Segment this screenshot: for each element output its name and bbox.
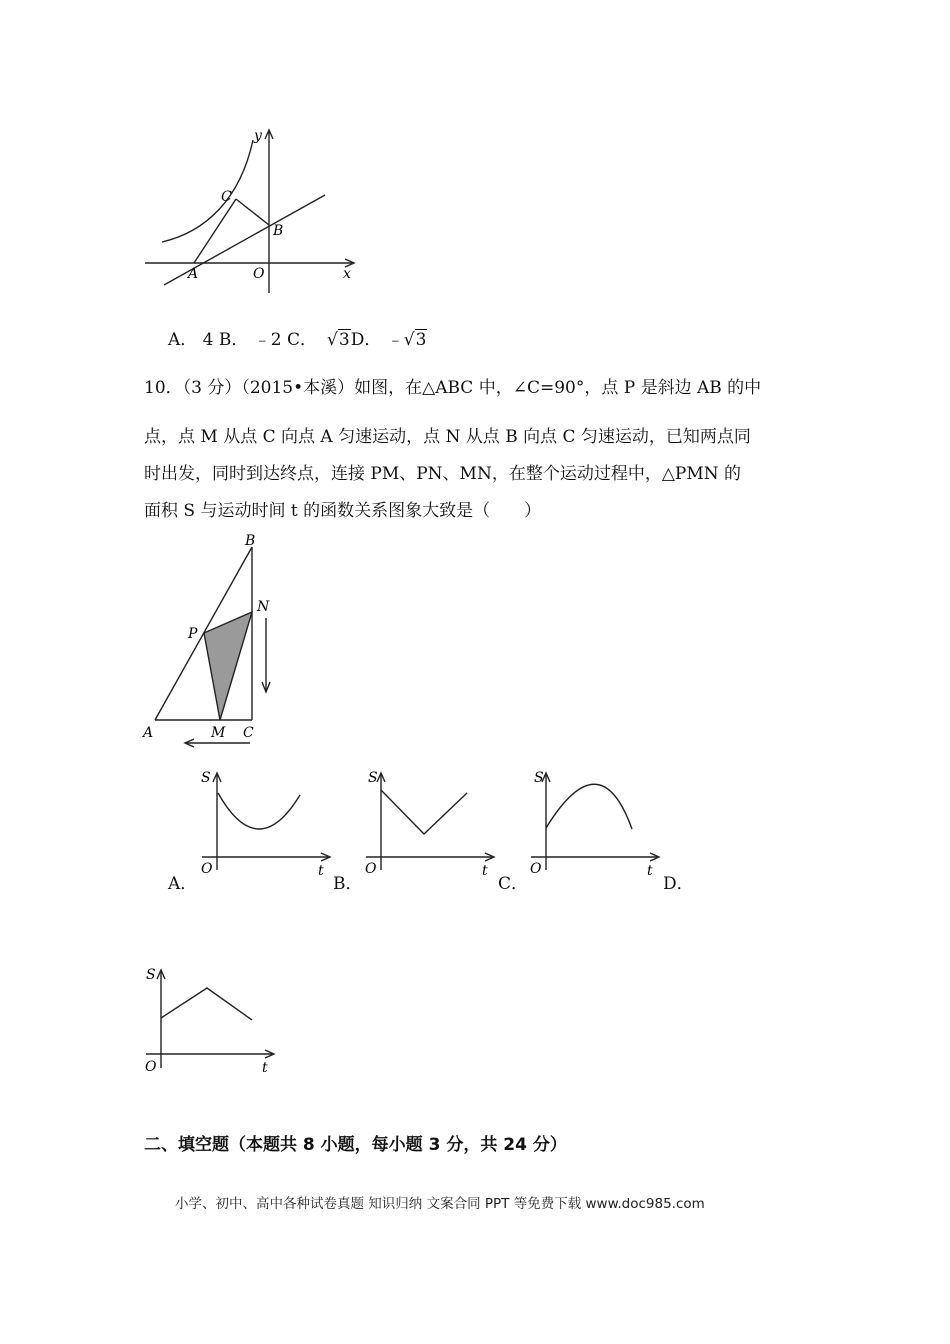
- axis-label-s: S: [201, 770, 211, 786]
- label-x: x: [343, 266, 351, 282]
- option-a-label: A．: [168, 874, 198, 894]
- axis-label-s: S: [146, 967, 156, 983]
- graph-c: [525, 765, 670, 880]
- footer-text: 小学、初中、高中各种试卷真题 知识归纳 文案合同 PPT 等免费下载 www.doc985.com: [175, 1196, 705, 1212]
- label-b: B: [273, 223, 284, 239]
- curve-a: [218, 793, 300, 829]
- label-c: C: [243, 725, 254, 741]
- option-b-label: B．: [333, 874, 363, 894]
- q10-line-4: 面积 S 与运动时间 t 的函数关系图象大致是（ ）: [144, 501, 542, 521]
- label-c: C: [221, 189, 232, 205]
- q9-option-d: D． ﹣: [350, 330, 404, 350]
- sqrt-value-d: 3: [415, 330, 427, 350]
- label-b: B: [245, 533, 256, 549]
- q9-coordinate-figure: [138, 125, 368, 295]
- q10-triangle-figure: [138, 530, 288, 760]
- triangle-pmn: [204, 612, 252, 720]
- curve-b: [381, 790, 467, 834]
- axis-label-t: t: [647, 863, 653, 879]
- axis-label-o: O: [530, 861, 542, 877]
- section-2-title: 二、填空题（本题共 8 小题，每小题 3 分，共 24 分）: [144, 1135, 567, 1155]
- axis-label-o: O: [145, 1059, 157, 1075]
- segment-cb: [236, 199, 269, 225]
- sqrt-value-c: 3: [338, 330, 350, 350]
- curve-c: [546, 784, 632, 829]
- curve-d: [161, 988, 252, 1020]
- graph-a: [195, 765, 340, 880]
- sqrt-symbol-c: √: [327, 330, 338, 350]
- option-c-label: C．: [498, 874, 529, 894]
- hyperbola-curve: [162, 140, 253, 242]
- label-y: y: [254, 128, 262, 144]
- label-a: A: [143, 725, 154, 741]
- label-a: A: [188, 266, 199, 282]
- q9-options: [168, 330, 427, 350]
- axis-label-o: O: [201, 861, 213, 877]
- axis-label-t: t: [262, 1060, 268, 1075]
- axis-label-t: t: [482, 863, 488, 879]
- label-m: M: [211, 725, 226, 741]
- option-d-label: D．: [663, 874, 694, 894]
- graph-b: [360, 765, 505, 880]
- axis-label-t: t: [318, 863, 324, 879]
- graph-d: [140, 960, 285, 1075]
- q10-line-1: 10．（3 分）（2015•本溪）如图，在△ABC 中，∠C=90°，点 P 是斜边 AB 的中: [144, 378, 762, 398]
- segment-ac: [194, 199, 236, 263]
- label-p: P: [188, 626, 198, 642]
- axis-label-o: O: [365, 861, 377, 877]
- q10-line-2: 点，点 M 从点 C 向点 A 匀速运动，点 N 从点 B 向点 C 匀速运动，已知两点同: [144, 427, 751, 447]
- q9-options-ab: A． 4 B． ﹣2 C．: [168, 330, 318, 350]
- label-o: O: [253, 266, 265, 282]
- label-n: N: [257, 599, 270, 615]
- axis-label-s: S: [368, 770, 378, 786]
- sqrt-symbol-d: √: [403, 330, 415, 350]
- q10-line-3: 时出发，同时到达终点，连接 PM、PN、MN，在整个运动过程中，△PMN 的: [144, 464, 742, 484]
- axis-label-s: S: [534, 770, 544, 786]
